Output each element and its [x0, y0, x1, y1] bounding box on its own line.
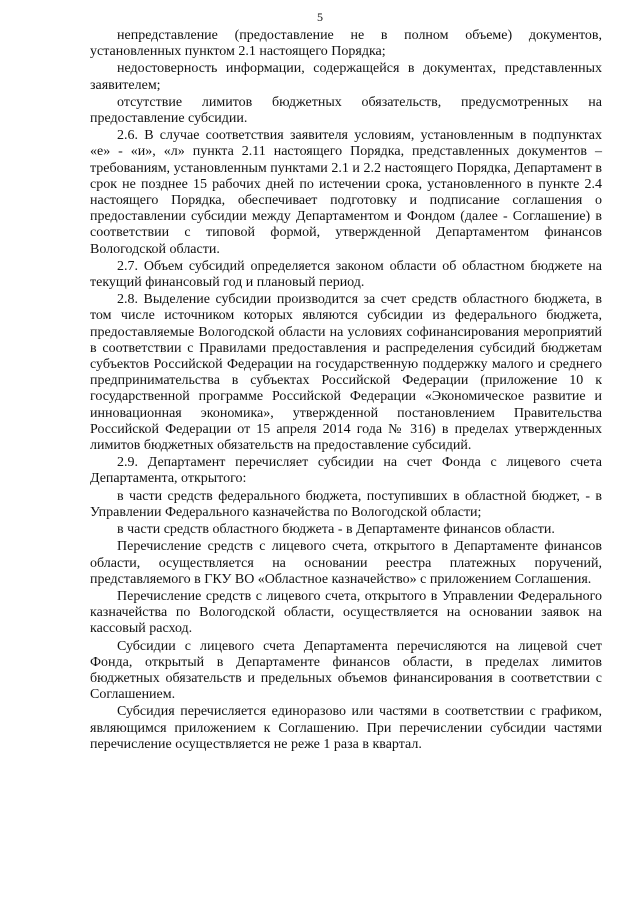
paragraph-2-7: 2.7. Объем субсидий определяется законом области об областном бюджете на текущий финансовый год и плановый период. — [90, 258, 602, 291]
paragraph-2-8: 2.8. Выделение субсидии производится за счет средств областного бюджета, в том числе источником которых являются субсидии из федерального бюджета, предоставляемые Вологодской области на условиях софинансирования мероприятий в соответствии с Правилами предоставления и распределения субсидий бюджетам субъектов Российской Федерации на государственную поддержку малого и среднего предпринимательства в субъектах Российской Федерации (приложение 10 к государственной программе Российской Федерации «Экономическое развитие и инновационная экономика», утвержденной постановлением Правительства Российской Федерации от 15 апреля 2014 года № 316) в пределах утвержденных лимитов бюджетных обязательств на предоставление субсидий. — [90, 292, 602, 454]
document-body — [90, 28, 602, 754]
paragraph-subsidy-schedule: Субсидия перечисляется единоразово или частями в соответствии с графиком, являющимся приложением к Соглашению. При перечислении субсидии частями перечисление осуществляется не реже 1 раза в квартал. — [90, 704, 602, 752]
page-number: 5 — [317, 10, 323, 24]
paragraph-regional-budget: в части средств областного бюджета - в Департаменте финансов области. — [117, 522, 555, 538]
paragraph-2-6: 2.6. В случае соответствия заявителя условиям, установленным в подпунктах «е» - «и», «л» пункта 2.11 настоящего Порядка, представленных документов – требованиям, установленным пунктами 2.1 и 2.2 настоящего Порядка, Департамент в срок не позднее 15 рабочих дней по истечении срока, установленного в пункте 2.4 настоящего Порядка, обеспечивает подготовку и подписание соглашения о предоставлении субсидии между Департаментом и Фондом (далее - Соглашение) в соответствии с типовой формой, утвержденной Департаментом финансов Вологодской области. — [90, 128, 602, 257]
paragraph-transfer-finance-dept: Перечисление средств с лицевого счета, открытого в Департаменте финансов области, осуществляется на основании реестра платежных поручений, представляемого в ГКУ ВО «Областное казначейство» с приложением Соглашения. — [90, 539, 602, 587]
paragraph-2-9: 2.9. Департамент перечисляет субсидии на счет Фонда с лицевого счета Департамента, открытого: — [90, 455, 602, 487]
paragraph-no-limits: отсутствие лимитов бюджетных обязательств, предусмотренных на предоставление субсидии. — [90, 94, 602, 127]
paragraph-transfer-treasury: Перечисление средств с лицевого счета, открытого в Управлении Федерального казначейства по Вологодской области, осуществляется на основании заявок на кассовый расход. — [90, 588, 602, 637]
paragraph-unreliability: недостоверность информации, содержащейся в документах, представленных заявителем; — [90, 61, 602, 93]
paragraph-subsidy-account: Субсидии с лицевого счета Департамента перечисляются на лицевой счет Фонда, открытый в Департаменте финансов области, в пределах лимитов бюджетных обязательств и предельных объемов финансирования в соответствии с Соглашением. — [90, 638, 602, 703]
paragraph-federal-budget: в части средств федерального бюджета, поступивших в областной бюджет, - в Управлении Федерального казначейства по Вологодской области; — [90, 488, 602, 520]
paragraph-nonsubmission: непредставление (предоставление не в полном объеме) документов, установленных пунктом 2.1 настоящего Порядка; — [90, 28, 602, 60]
